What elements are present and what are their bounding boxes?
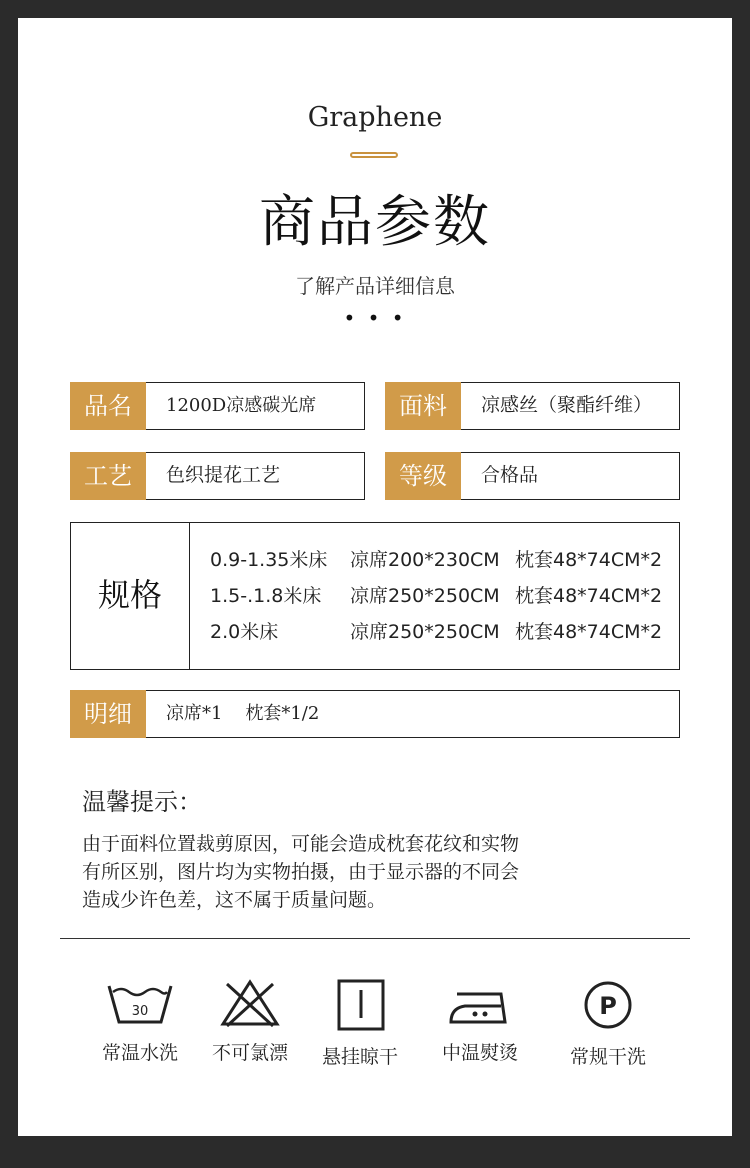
care-label: 不可氯漂 xyxy=(211,1042,288,1064)
spec-row xyxy=(190,545,679,581)
care-item-no-bleach xyxy=(190,978,310,1065)
spec-mat-size: 凉席250*250CM xyxy=(350,621,500,643)
no-bleach-icon xyxy=(215,978,285,1028)
wash-30-icon xyxy=(105,978,175,1028)
care-label: 悬挂晾干 xyxy=(321,1046,398,1068)
param-label: 工艺 xyxy=(70,452,146,500)
tips-line: 由于面料位置裁剪原因，可能会造成枕套花纹和实物 xyxy=(82,833,520,855)
care-label: 常规干洗 xyxy=(569,1046,646,1068)
spec-row xyxy=(190,617,679,653)
care-label: 常温水洗 xyxy=(101,1042,178,1064)
page-subtitle: 了解产品详细信息 xyxy=(295,274,455,298)
param-value: 色织提花工艺 xyxy=(146,452,365,500)
tips-line: 有所区别，图片均为实物拍摄，由于显示器的不同会 xyxy=(82,861,520,883)
param-fabric xyxy=(385,382,680,430)
param-product-name xyxy=(70,382,365,430)
care-item-dry-clean xyxy=(548,978,668,1069)
section-divider xyxy=(60,938,690,939)
spec-mat-size: 凉席250*250CM xyxy=(350,585,500,607)
iron-medium-icon xyxy=(445,978,515,1028)
param-label: 等级 xyxy=(385,452,461,500)
param-value: 合格品 xyxy=(461,452,680,500)
spec-bed-size: 1.5-.1.8米床 xyxy=(210,585,322,607)
param-value: 1200D凉感碳光席 xyxy=(146,382,365,430)
param-label: 明细 xyxy=(70,690,146,738)
care-label: 中温熨烫 xyxy=(441,1042,518,1064)
param-detail xyxy=(70,690,680,738)
page-title: 商品参数 xyxy=(259,190,491,255)
spec-table xyxy=(70,522,680,670)
param-grade xyxy=(385,452,680,500)
dry-clean-mark: P xyxy=(599,992,617,1020)
brand-underline xyxy=(350,152,398,158)
param-value: 凉感丝（聚酯纤维） xyxy=(461,382,680,430)
tips-text xyxy=(82,830,642,914)
spec-pillow-size: 枕套48*74CM*2 xyxy=(515,585,663,607)
param-label: 面料 xyxy=(385,382,461,430)
care-item-iron xyxy=(420,978,540,1065)
spec-bed-size: 0.9-1.35米床 xyxy=(210,549,328,571)
param-value: 凉席*1 枕套*1/2 xyxy=(146,690,680,738)
spec-mat-size: 凉席200*230CM xyxy=(350,549,500,571)
product-params-page xyxy=(18,18,732,1136)
param-craft xyxy=(70,452,365,500)
brand-name: Graphene xyxy=(307,102,443,133)
wash-temp-mark: 30 xyxy=(131,1004,149,1019)
tips-line: 造成少许色差，这不属于质量问题。 xyxy=(82,889,387,911)
hang-dry-icon xyxy=(325,978,395,1032)
spec-label: 规格 xyxy=(71,523,190,669)
param-label: 品名 xyxy=(70,382,146,430)
care-item-wash xyxy=(80,978,200,1065)
care-item-hang-dry xyxy=(300,978,420,1069)
spec-bed-size: 2.0米床 xyxy=(210,621,279,643)
dry-clean-p-icon xyxy=(573,978,643,1032)
spec-row xyxy=(190,581,679,617)
spec-pillow-size: 枕套48*74CM*2 xyxy=(515,549,663,571)
tips-title: 温馨提示： xyxy=(82,788,202,816)
ellipsis-dots: • • • xyxy=(343,306,407,330)
spec-pillow-size: 枕套48*74CM*2 xyxy=(515,621,663,643)
